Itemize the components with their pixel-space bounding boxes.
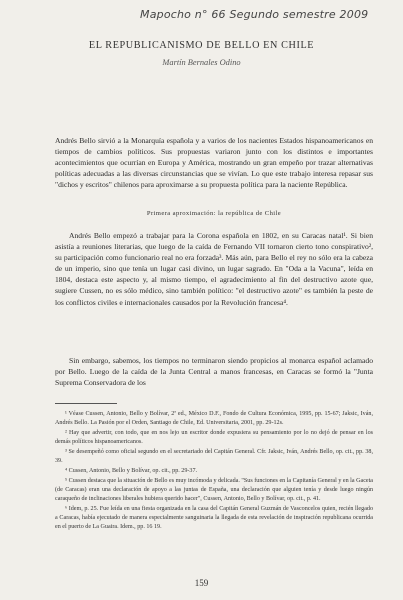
abstract-text: Andrés Bello sirvió a la Monarquía española y a varios de los nacientes Estados hispanoamericanos en tiempos de cambios políticos. Sus propuestas variaron junto con los distintos e importantes acontecimientos que ocurrían en Europa y América, mostrando un gran empeño por trazar alternativas políticas adecuadas a las diversas circunstancias que se vivían. Lo que este trabajo interesa repasar sus "dichos y escritos" chilenos para aproximarse a su propuesta política para la naciente República. (55, 136, 373, 190)
footnote-5: ⁵ Cussen destaca que la situación de Bello es muy incómoda y delicada. "Sus funciones en la Capitanía General y en la Gaceta (de Caracas) eran una declaración de apoyo a las juntas de España, una declaración que alguien tenía y desde luego ningún caraqueño de inclinaciones liberales hubiera querido hacer", Cussen, Antonio, Bello y Bolívar, op. cit., p. 41. (55, 477, 374, 503)
footnotes (55, 410, 373, 533)
body-paragraph-2 (55, 355, 373, 388)
body-paragraph-1 (55, 230, 373, 308)
abstract (55, 135, 373, 190)
footnote-1: ¹ Véase Cussen, Antonio, Bello y Bolívar, 2ª ed., México D.F., Fondo de Cultura Económica, 1995, pp. 15-67; Jaksic, Iván, Andrés Bello. La Pasión por el Orden, Santiago de Chile, Ed. Universitaria, 2001, pp. 29-12s. (55, 411, 373, 427)
footnote-4: ⁴ Cussen, Antonio, Bello y Bolívar, op. cit., pp. 29-37. (65, 468, 198, 474)
footnote-6: ⁶ Idem, p. 25. Fue leída en una fiesta organizada en la casa del Capitán General Guzmán de Vasconcelos quien, recién llegado a Caracas, había ejecutado de manera especialmente sanguinaria la llegada de esta revelación de inspiración republicana ocurrida en el puerto de La Guaira. Idem., pp. 16 19. (55, 506, 373, 531)
paragraph-text: Sin embargo, sabemos, los tiempos no terminaron siendo propicios al monarca español aclamado por Bello. Luego de la caída de la Junta Central a manos francesas, en Caracas se formó la "Junta Suprema Conservadora de los (55, 356, 373, 388)
article-title: EL REPUBLICANISMO DE BELLO EN CHILE (88, 40, 315, 51)
handwritten-note: Mapocho n° 66 Segundo semestre 2009 (140, 8, 369, 21)
section-heading: Primera aproximación: la república de Chile (146, 210, 282, 217)
page-number: 159 (194, 578, 209, 588)
footnote-2: ² Hay que advertir, con todo, que en nos lejo un escritor donde expusiera su pensamiento por lo no dejó de pensar en los demás políticos hispanoamericanos. (55, 430, 373, 446)
paragraph-text: Andrés Bello empezó a trabajar para la Corona española en 1802, en su Caracas natal¹. Si bien asistía a reuniones literarias, que luego de la caída de Fernando VII tornaron cierto tono conspirativo², su participación como funcionario real no era forzada³. Más aún, para Bello el rey no sólo era la cabeza de un imperio, sino que tenía un lugar casi divino, un lugar sagrado. En "Oda a la Vacuna", leída en 1804, destaca este aspecto y, al mismo tiempo, el agradecimiento al fin del destructivo azote que, sugiere Cussen, no es sólo médico, sino también político: "el destructivo azote" es también la peste de los conflictos civiles e internacionales causados por la Revolución francesa⁴. (55, 231, 373, 307)
footnote-3: ³ Se desempeñó como oficial segundo en el secretariado del Capitán General. Cfr. Jaksic, Iván, Andrés Bello, op. cit., pp. 38, 39. (55, 449, 373, 465)
footnote-divider (55, 403, 117, 404)
article-author: Martín Bernales Odino (162, 58, 241, 67)
